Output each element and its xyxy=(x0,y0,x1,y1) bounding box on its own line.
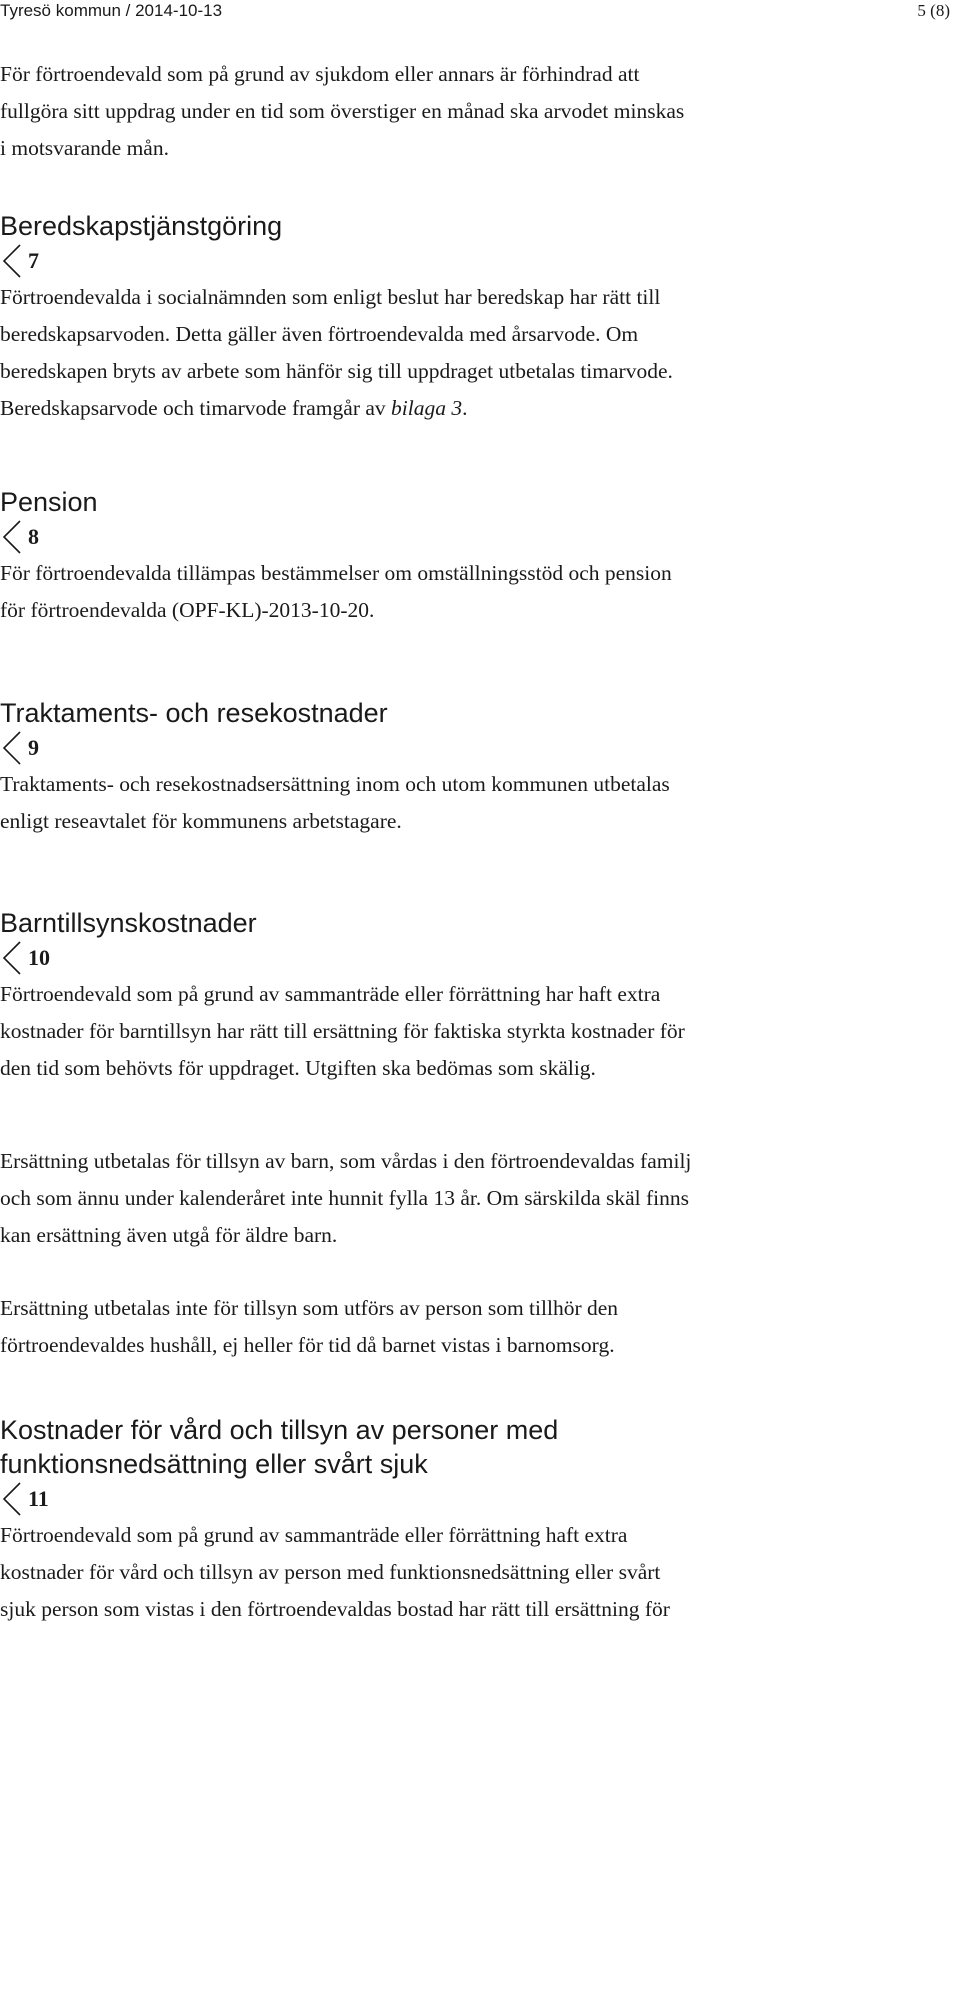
section-heading: Pension xyxy=(0,487,98,517)
header-org-date: Tyresö kommun / 2014-10-13 xyxy=(0,1,223,20)
text-line: och som ännu under kalenderåret inte hunnit fylla 13 år. Om särskilda skäl finns xyxy=(0,1186,690,1210)
text-line: kostnader för vård och tillsyn av person med funktionsnedsättning eller svårt xyxy=(0,1560,661,1584)
section-beredskapstjanstgoring xyxy=(0,209,960,427)
section-paragraph xyxy=(0,1290,960,1364)
text-line: sjuk person som vistas i den förtroendevaldas bostad har rätt till ersättning för xyxy=(0,1597,670,1621)
paragraph-number-value: 10 xyxy=(28,945,50,970)
section-paragraph xyxy=(0,766,960,840)
paragraph-number xyxy=(0,1481,960,1517)
text-line: Traktaments- och resekostnadsersättning inom och utom kommunen utbetalas xyxy=(0,772,670,796)
page-number: 5 (8) xyxy=(917,1,950,20)
section-paragraph xyxy=(0,555,960,629)
section-vard-och-tillsyn xyxy=(0,1413,960,1628)
text-line: för förtroendevalda (OPF-KL)-2013-10-20. xyxy=(0,598,375,622)
text-line: Beredskapsarvode och timarvode framgår av bilaga 3. xyxy=(0,396,468,420)
text-line: Förtroendevald som på grund av sammanträde eller förrättning har haft extra xyxy=(0,982,661,1006)
section-sign-icon xyxy=(0,243,24,279)
text-line: Ersättning utbetalas inte för tillsyn som utförs av person som tillhör den xyxy=(0,1296,619,1320)
text-line: den tid som behövts för uppdraget. Utgiften ska bedömas som skälig. xyxy=(0,1056,596,1080)
text-line: förtroendevaldes hushåll, ej heller för tid då barnet vistas i barnomsorg. xyxy=(0,1333,615,1357)
text-line: kan ersättning även utgå för äldre barn. xyxy=(0,1223,338,1247)
paragraph-number xyxy=(0,940,960,976)
section-sign-icon xyxy=(0,940,24,976)
section-sign-icon xyxy=(0,730,24,766)
section-pension xyxy=(0,485,960,629)
section-paragraph xyxy=(0,1143,960,1254)
section-heading: Kostnader för vård och tillsyn av personer med funktionsnedsättning eller svårt sjuk xyxy=(0,1415,559,1479)
text-line: Förtroendevald som på grund av sammanträde eller förrättning haft extra xyxy=(0,1523,628,1547)
paragraph-number-value: 7 xyxy=(28,248,39,273)
section-sign-icon xyxy=(0,1481,24,1517)
text-line: i motsvarande mån. xyxy=(0,136,169,160)
text-line: För förtroendevalda tillämpas bestämmelser om omställningsstöd och pension xyxy=(0,561,672,585)
intro-paragraph xyxy=(0,56,960,167)
paragraph-number-value: 11 xyxy=(28,1486,49,1511)
paragraph-number xyxy=(0,519,960,555)
section-heading: Beredskapstjänstgöring xyxy=(0,211,283,241)
text-line: enligt reseavtalet för kommunens arbetstagare. xyxy=(0,809,402,833)
paragraph-number xyxy=(0,730,960,766)
section-traktaments-och-resekostnader xyxy=(0,696,960,840)
paragraph-number-value: 9 xyxy=(28,735,39,760)
text-line: Förtroendevalda i socialnämnden som enligt beslut har beredskap har rätt till xyxy=(0,285,661,309)
text-line: fullgöra sitt uppdrag under en tid som överstiger en månad ska arvodet minskas xyxy=(0,99,685,123)
text-line: Ersättning utbetalas för tillsyn av barn, som vårdas i den förtroendevaldas familj xyxy=(0,1149,692,1173)
text-line: beredskapen bryts av arbete som hänför sig till uppdraget utbetalas timarvode. xyxy=(0,359,673,383)
section-paragraph xyxy=(0,1517,960,1628)
text-line: kostnader för barntillsyn har rätt till ersättning för faktiska styrkta kostnader för xyxy=(0,1019,685,1043)
paragraph-number-value: 8 xyxy=(28,524,39,549)
section-paragraph xyxy=(0,279,960,427)
text-line: beredskapsarvoden. Detta gäller även förtroendevalda med årsarvode. Om xyxy=(0,322,639,346)
section-paragraph xyxy=(0,976,960,1087)
text-line: För förtroendevald som på grund av sjukdom eller annars är förhindrad att xyxy=(0,62,640,86)
section-heading: Traktaments- och resekostnader xyxy=(0,698,388,728)
paragraph-number xyxy=(0,243,960,279)
running-header xyxy=(0,0,960,24)
section-sign-icon xyxy=(0,519,24,555)
section-barntillsynskostnader xyxy=(0,906,960,1087)
attachment-reference: bilaga 3 xyxy=(391,396,463,420)
section-heading: Barntillsynskostnader xyxy=(0,908,257,938)
